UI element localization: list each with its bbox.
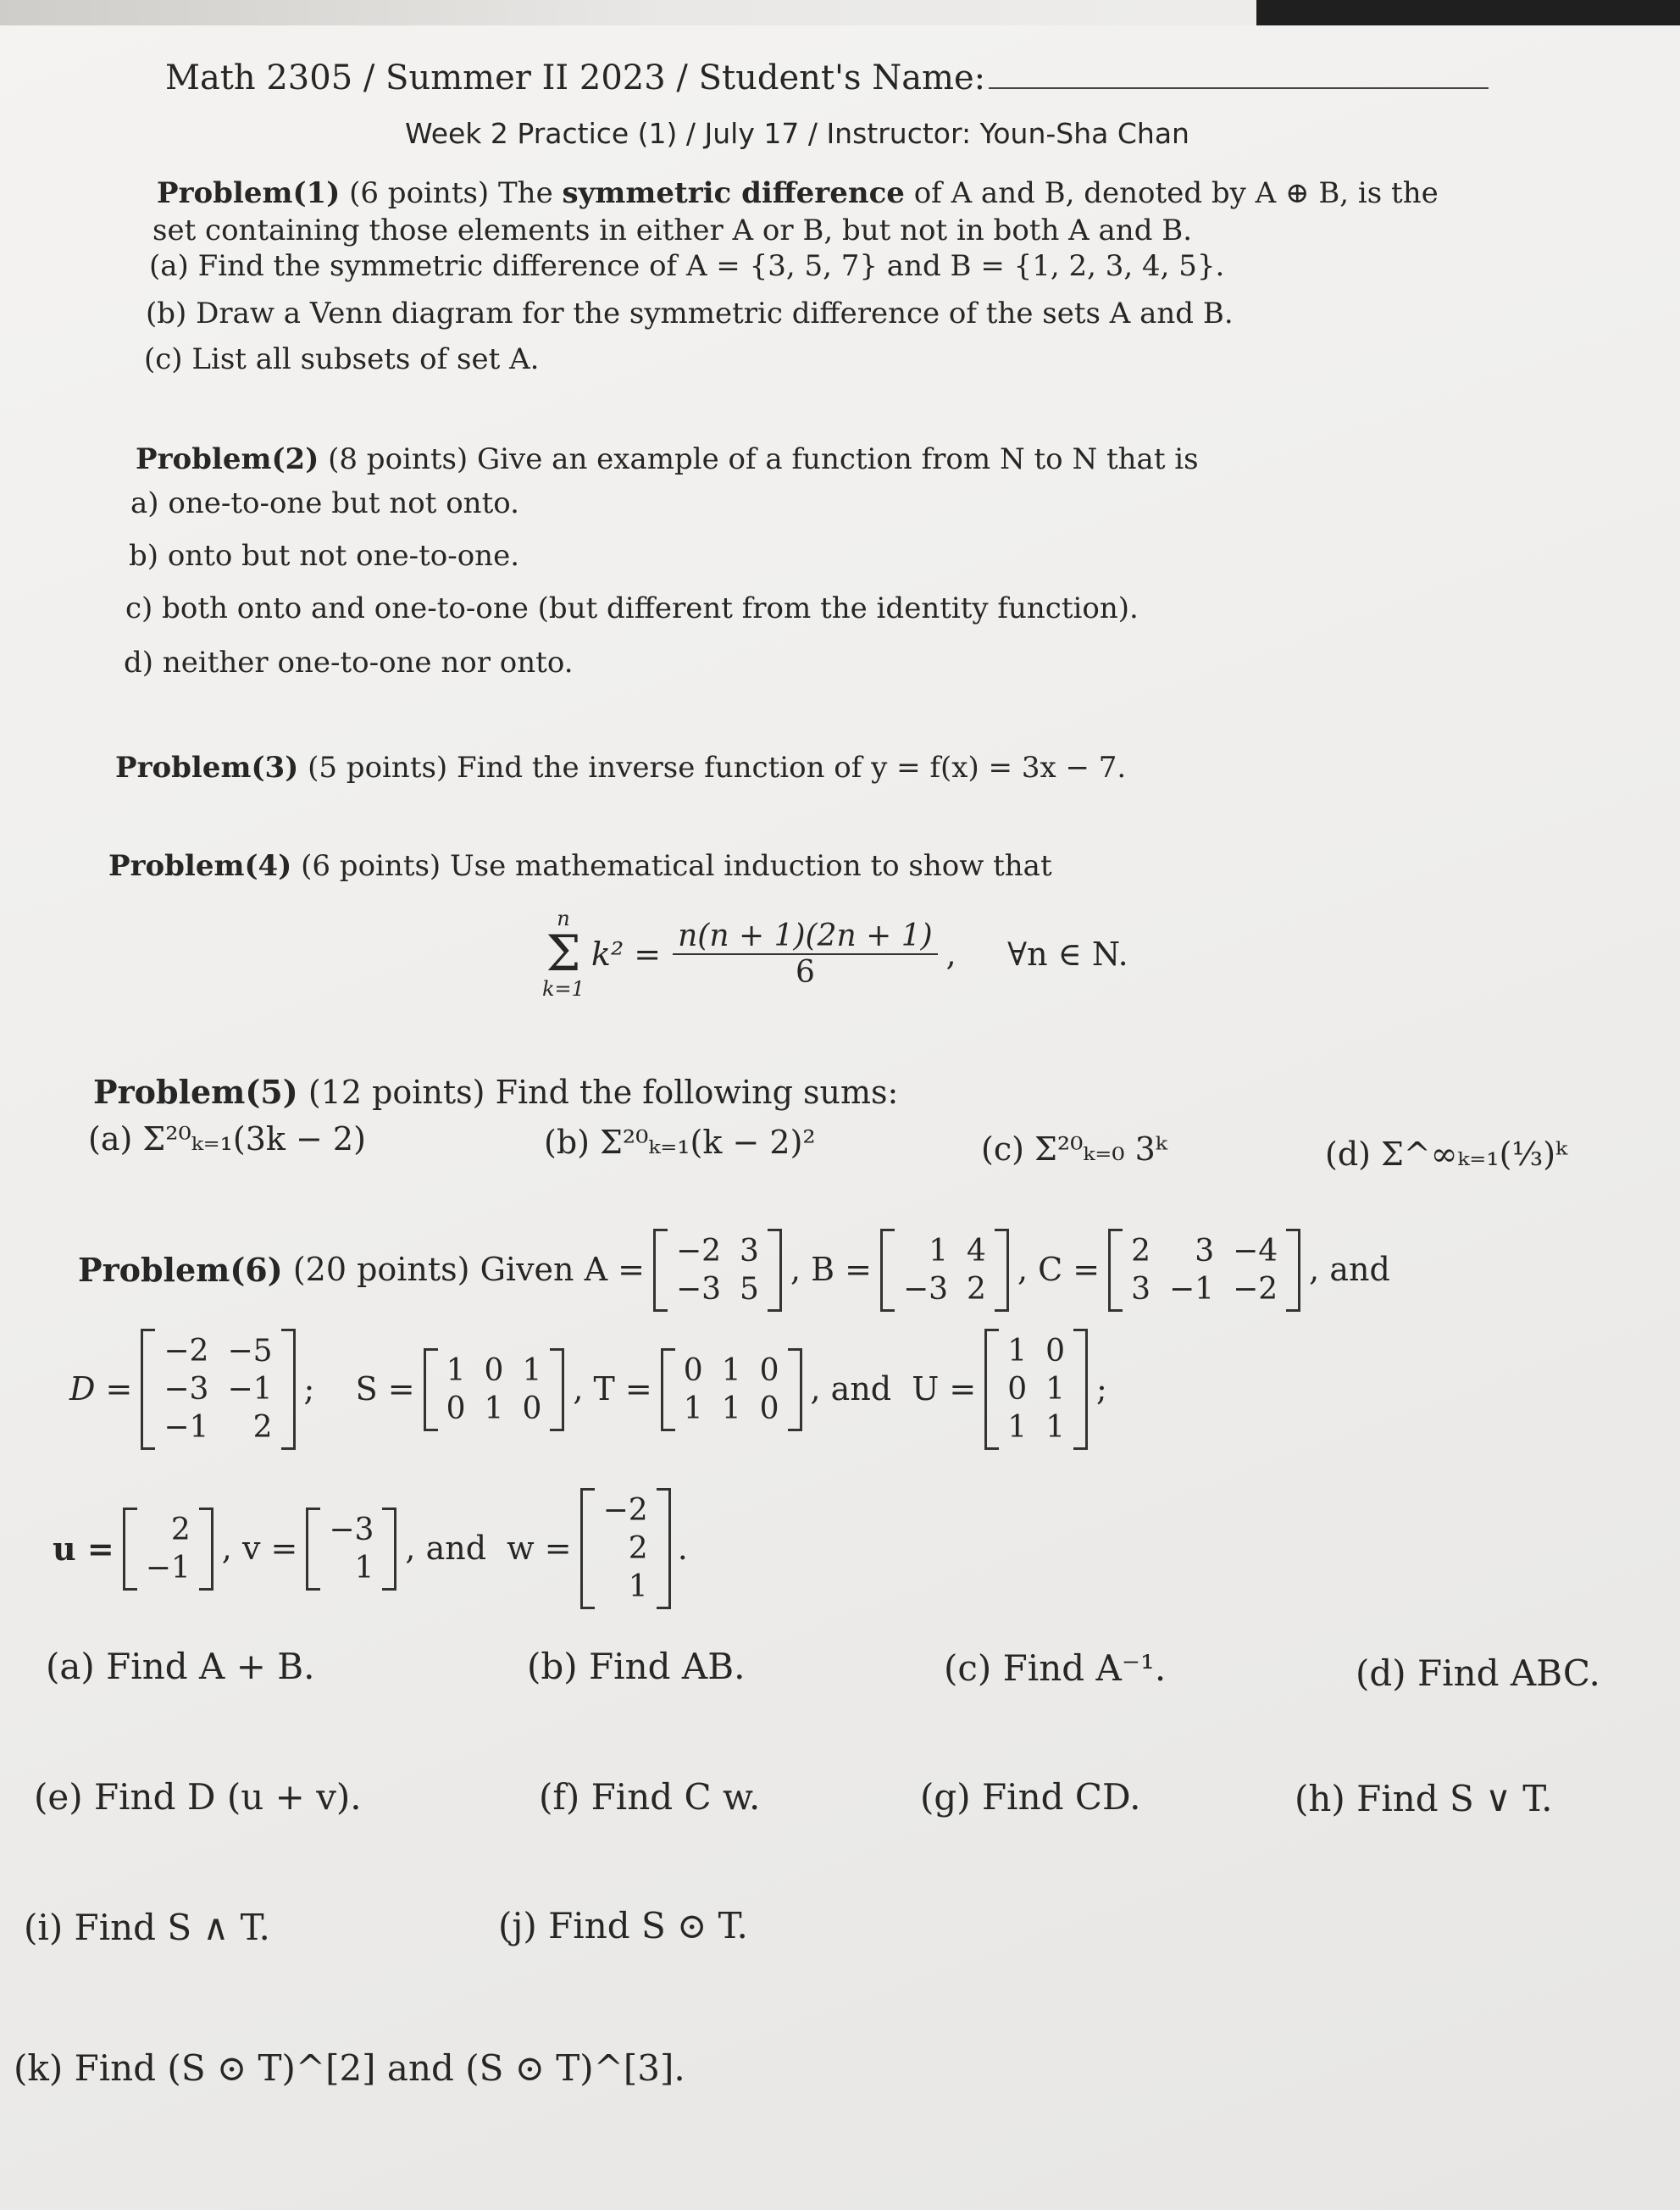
p2-c: c) both onto and one-to-one (but different from the identity function). [125, 591, 1139, 625]
p6-item-i: (i) Find S ∧ T. [24, 1907, 270, 1948]
matrix-T-cell-1-0: 1 [683, 1391, 703, 1426]
p2-b: b) onto but not one-to-one. [129, 539, 520, 573]
p6-item-c: (c) Find A⁻¹. [944, 1647, 1167, 1689]
matrix-U-cell-2-0: 1 [1007, 1410, 1028, 1445]
p5-a: (a) Σ²⁰ₖ₌₁(3k − 2) [88, 1120, 366, 1158]
matrix-C-cell-0-0: 2 [1131, 1234, 1151, 1269]
p4-fraction [673, 919, 938, 990]
matrix-B-grid [895, 1229, 995, 1312]
matrix-D-cell-1-1: −1 [227, 1372, 273, 1407]
vector-w [580, 1488, 671, 1609]
p6-row3 [53, 1488, 688, 1609]
p4-tail: , ∀n ∈ N. [945, 935, 1128, 973]
p6-intro: (20 points) Given A = [282, 1251, 645, 1289]
p4-sum-symbol: Σ [546, 925, 581, 982]
matrix-C [1108, 1229, 1300, 1312]
matrix-U-cell-0-1: 0 [1045, 1334, 1066, 1369]
matrix-S-grid [438, 1348, 551, 1431]
vector-u [123, 1508, 213, 1591]
p6-item-j: (j) Find S ⊙ T. [498, 1905, 748, 1946]
matrix-T-cell-1-2: 0 [759, 1391, 779, 1426]
label-S: ; S = [303, 1369, 415, 1408]
p1-title: Problem(1) [157, 176, 341, 210]
matrix-S-cell-1-0: 0 [446, 1391, 466, 1426]
matrix-C-cell-0-2: −4 [1233, 1234, 1278, 1269]
p4-sum-top: n [557, 907, 570, 930]
matrix-A [653, 1229, 782, 1312]
p5-line [93, 1073, 898, 1113]
p6-title: Problem(6) [78, 1251, 283, 1290]
label-B: , B = [790, 1251, 872, 1289]
p6-item-g: (g) Find CD. [920, 1776, 1141, 1818]
p2-a: a) one-to-one but not onto. [130, 486, 519, 520]
matrix-D-cell-2-0: −1 [164, 1410, 209, 1445]
matrix-A-cell-1-0: −3 [675, 1272, 722, 1307]
matrix-u-cell-0-0: 2 [170, 1512, 191, 1547]
p6-item-f: (f) Find C w. [539, 1776, 761, 1818]
dark-background-corner [1256, 0, 1680, 25]
p2-line1 [136, 442, 1199, 477]
header-line1 [165, 58, 1489, 98]
p5-d: (d) Σ^∞ₖ₌₁(⅓)ᵏ [1325, 1136, 1567, 1173]
p6-item-e: (e) Find D (u + v). [34, 1776, 362, 1818]
p1-text1: (6 points) The [340, 176, 563, 210]
matrix-D-cell-2-1: 2 [252, 1410, 273, 1445]
p6-item-k: (k) Find (S ⊙ T)^[2] and (S ⊙ T)^[3]. [14, 2047, 685, 2089]
matrix-v-cell-0-0: −3 [329, 1512, 374, 1547]
p2-text: (8 points) Give an example of a function from N to N that is [319, 442, 1199, 476]
label-w: , and w = [405, 1529, 572, 1567]
p1-line2: set containing those elements in either A or B, but not in both A and B. [152, 214, 1193, 247]
label-period: . [677, 1529, 688, 1567]
matrix-S-cell-0-1: 0 [484, 1352, 504, 1388]
matrix-S-cell-1-2: 0 [522, 1391, 542, 1426]
matrix-A-cell-0-0: −2 [675, 1234, 722, 1269]
matrix-S-cell-0-0: 1 [446, 1352, 466, 1388]
vector-u-grid [137, 1508, 199, 1591]
p1-a: (a) Find the symmetric difference of A = {3, 5, 7} and B = {1, 2, 3, 4, 5}. [149, 249, 1225, 283]
matrix-A-grid [668, 1229, 768, 1312]
p5-title: Problem(5) [93, 1073, 298, 1111]
matrix-C-cell-1-2: −2 [1233, 1272, 1278, 1307]
matrix-v-cell-1-0: 1 [354, 1550, 374, 1585]
matrix-U-cell-1-0: 0 [1007, 1372, 1028, 1407]
name-blank [989, 62, 1489, 89]
matrix-w-cell-0-0: −2 [602, 1493, 648, 1528]
p6-item-b: (b) Find AB. [527, 1646, 746, 1687]
matrix-B-cell-1-0: −3 [902, 1272, 949, 1307]
p4-numerator: n(n + 1)(2n + 1) [673, 919, 938, 955]
matrix-C-cell-1-0: 3 [1131, 1272, 1151, 1307]
matrix-D-cell-1-0: −3 [164, 1372, 209, 1407]
matrix-U-cell-2-1: 1 [1045, 1410, 1066, 1445]
p4-term: k² = [590, 935, 662, 973]
matrix-B [880, 1229, 1009, 1312]
p4-line [108, 849, 1052, 884]
p2-title: Problem(2) [136, 442, 319, 476]
matrix-C-cell-0-1: 3 [1195, 1234, 1215, 1269]
matrix-D-cell-0-0: −2 [164, 1334, 209, 1369]
matrix-D-cell-0-1: −5 [227, 1334, 273, 1369]
p5-text: (12 points) Find the following sums: [297, 1074, 899, 1111]
matrix-D-grid [155, 1329, 280, 1450]
matrix-S-cell-0-2: 1 [522, 1352, 542, 1388]
matrix-C-grid [1123, 1229, 1286, 1312]
label-and1: , and [1309, 1251, 1390, 1289]
matrix-u-cell-1-0: −1 [145, 1550, 191, 1585]
p1-b: (b) Draw a Venn diagram for the symmetric difference of the sets A and B. [146, 297, 1234, 330]
vector-v [306, 1508, 396, 1591]
p4-formula [542, 907, 1128, 1001]
matrix-U-cell-0-0: 1 [1007, 1334, 1028, 1369]
matrix-B-cell-1-1: 2 [967, 1272, 986, 1307]
matrix-w-cell-1-0: 2 [628, 1531, 648, 1566]
label-u: u = [53, 1529, 114, 1568]
p4-sum [542, 907, 585, 1001]
p4-denominator: 6 [795, 954, 815, 990]
p6-item-a: (a) Find A + B. [46, 1646, 315, 1687]
p3-line [115, 751, 1126, 786]
matrix-T-cell-1-1: 1 [721, 1391, 741, 1426]
p4-text: (6 points) Use mathematical induction to show that [291, 849, 1052, 883]
matrix-U-grid [999, 1329, 1073, 1450]
label-D: D = [69, 1369, 133, 1408]
matrix-A-cell-1-1: 5 [740, 1272, 759, 1307]
p5-c: (c) Σ²⁰ₖ₌₀ 3ᵏ [981, 1130, 1167, 1168]
label-C: , C = [1017, 1251, 1101, 1289]
vector-w-grid [595, 1488, 657, 1609]
p1-c: (c) List all subsets of set A. [144, 342, 540, 376]
matrix-T-cell-0-2: 0 [759, 1352, 779, 1388]
p1-line1 [157, 176, 1439, 211]
label-semicolon: ; [1096, 1369, 1107, 1408]
label-T: , T = [573, 1369, 652, 1408]
header-line2: Week 2 Practice (1) / July 17 / Instructor: Youn-Sha Chan [405, 117, 1189, 150]
matrix-T-cell-0-0: 0 [683, 1352, 703, 1388]
vector-v-grid [320, 1508, 382, 1591]
p6-row2 [69, 1329, 1107, 1450]
matrix-D [141, 1329, 295, 1450]
p4-sum-bottom: k=1 [542, 977, 585, 1002]
label-v: , v = [221, 1529, 298, 1567]
label-U: , and U = [810, 1369, 977, 1408]
matrix-S-cell-1-1: 1 [484, 1391, 504, 1426]
p3-text: (5 points) Find the inverse function of y = f(x) = 3x − 7. [298, 751, 1127, 785]
matrix-U [984, 1329, 1088, 1450]
matrix-T-grid [675, 1348, 788, 1431]
p6-item-d: (d) Find ABC. [1356, 1652, 1600, 1694]
p3-title: Problem(3) [115, 751, 299, 785]
p1-text2: of A and B, denoted by A ⊕ B, is the [904, 176, 1439, 210]
matrix-T-cell-0-1: 1 [721, 1352, 741, 1388]
matrix-C-cell-1-1: −1 [1169, 1272, 1215, 1307]
matrix-A-cell-0-1: 3 [740, 1234, 759, 1269]
p1-bold: symmetric difference [562, 176, 905, 210]
matrix-T [661, 1348, 802, 1431]
p2-d: d) neither one-to-one nor onto. [124, 646, 574, 680]
matrix-S [424, 1348, 565, 1431]
matrix-B-cell-0-1: 4 [967, 1234, 986, 1269]
p5-b: (b) Σ²⁰ₖ₌₁(k − 2)² [544, 1124, 816, 1161]
matrix-B-cell-0-0: 1 [929, 1234, 949, 1269]
p6-row1 [78, 1229, 1390, 1312]
matrix-w-cell-2-0: 1 [628, 1569, 648, 1604]
p4-title: Problem(4) [108, 849, 292, 883]
header-course: Math 2305 / Summer II 2023 / Student's Name: [165, 58, 986, 97]
p6-item-h: (h) Find S ∨ T. [1295, 1778, 1553, 1819]
matrix-U-cell-1-1: 1 [1045, 1372, 1066, 1407]
